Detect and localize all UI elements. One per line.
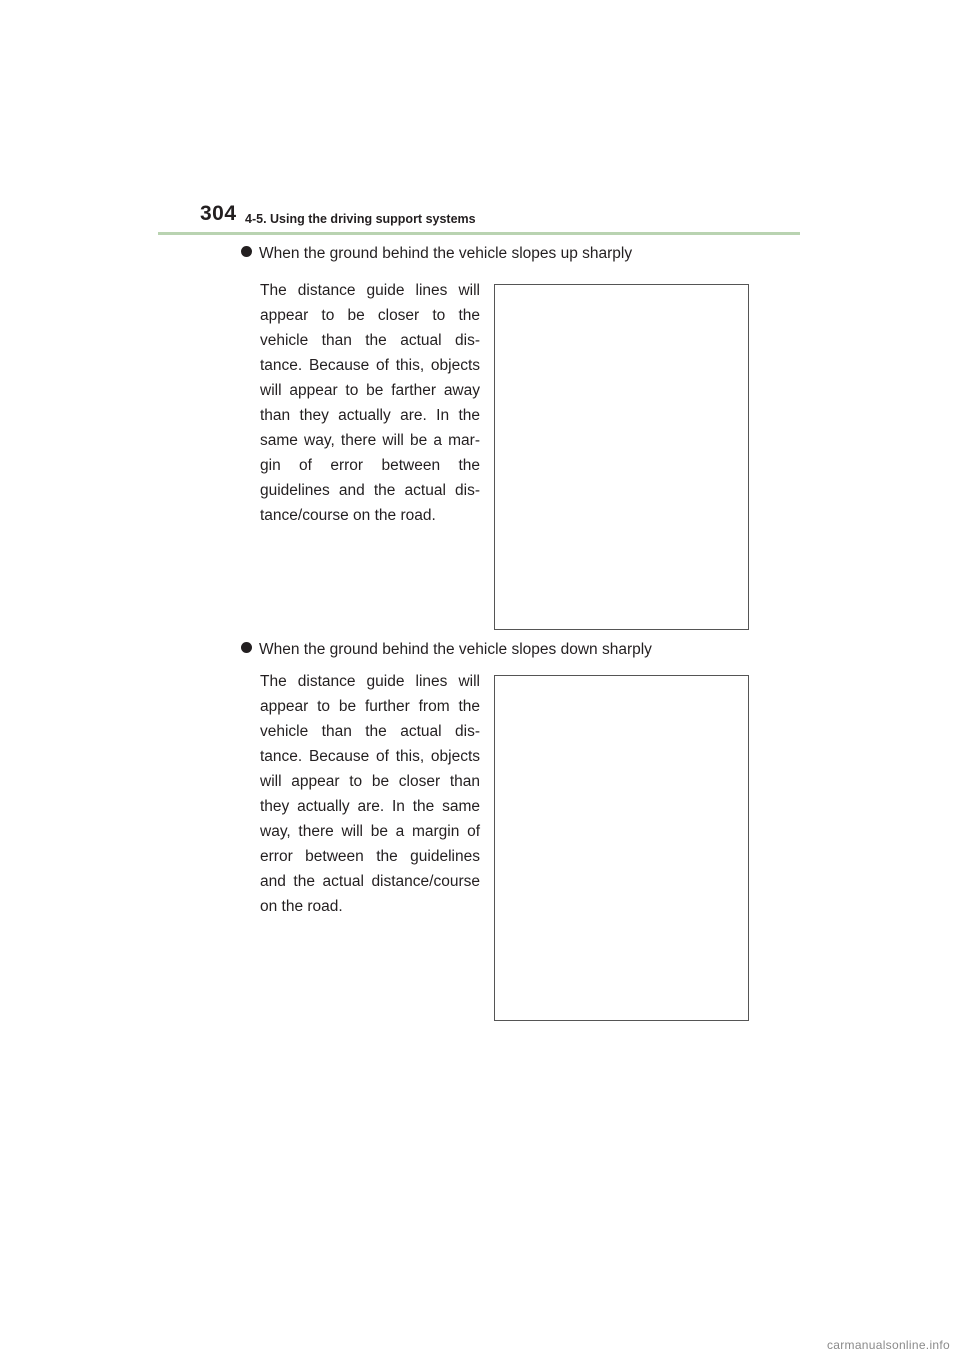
illustration-frame-slope-down [494, 675, 749, 1021]
section-title: 4-5. Using the driving support systems [245, 212, 476, 226]
illustration-frame-slope-up [494, 284, 749, 630]
footer-watermark: carmanualsonline.info [826, 1338, 950, 1352]
body-text-slope-down: The distance guide lines will appear to be further from the vehicle than the actual distance. Because of this, objects will appear to be closer than they actually are. In the same way, there will be a margin of error between the guidelines and the actual distance/course on the road. [260, 673, 480, 915]
bullet-heading-slope-up [241, 244, 632, 264]
header-divider [158, 232, 800, 235]
bullet-heading-text: When the ground behind the vehicle slopes up sharply [259, 245, 633, 262]
body-text-slope-up: The distance guide lines will appear to be closer to the vehicle than the actual distance. Because of this, objects will appear to be farther away than they actually are. In the same way, there will be a margin of error between the guidelines and the actual distance/course on the road. [260, 282, 480, 524]
bullet-icon [241, 642, 252, 653]
bullet-icon [241, 246, 252, 257]
bullet-heading-slope-down [241, 640, 652, 660]
bullet-heading-text: When the ground behind the vehicle slopes down sharply [259, 641, 652, 658]
page-number: 304 [200, 202, 237, 225]
